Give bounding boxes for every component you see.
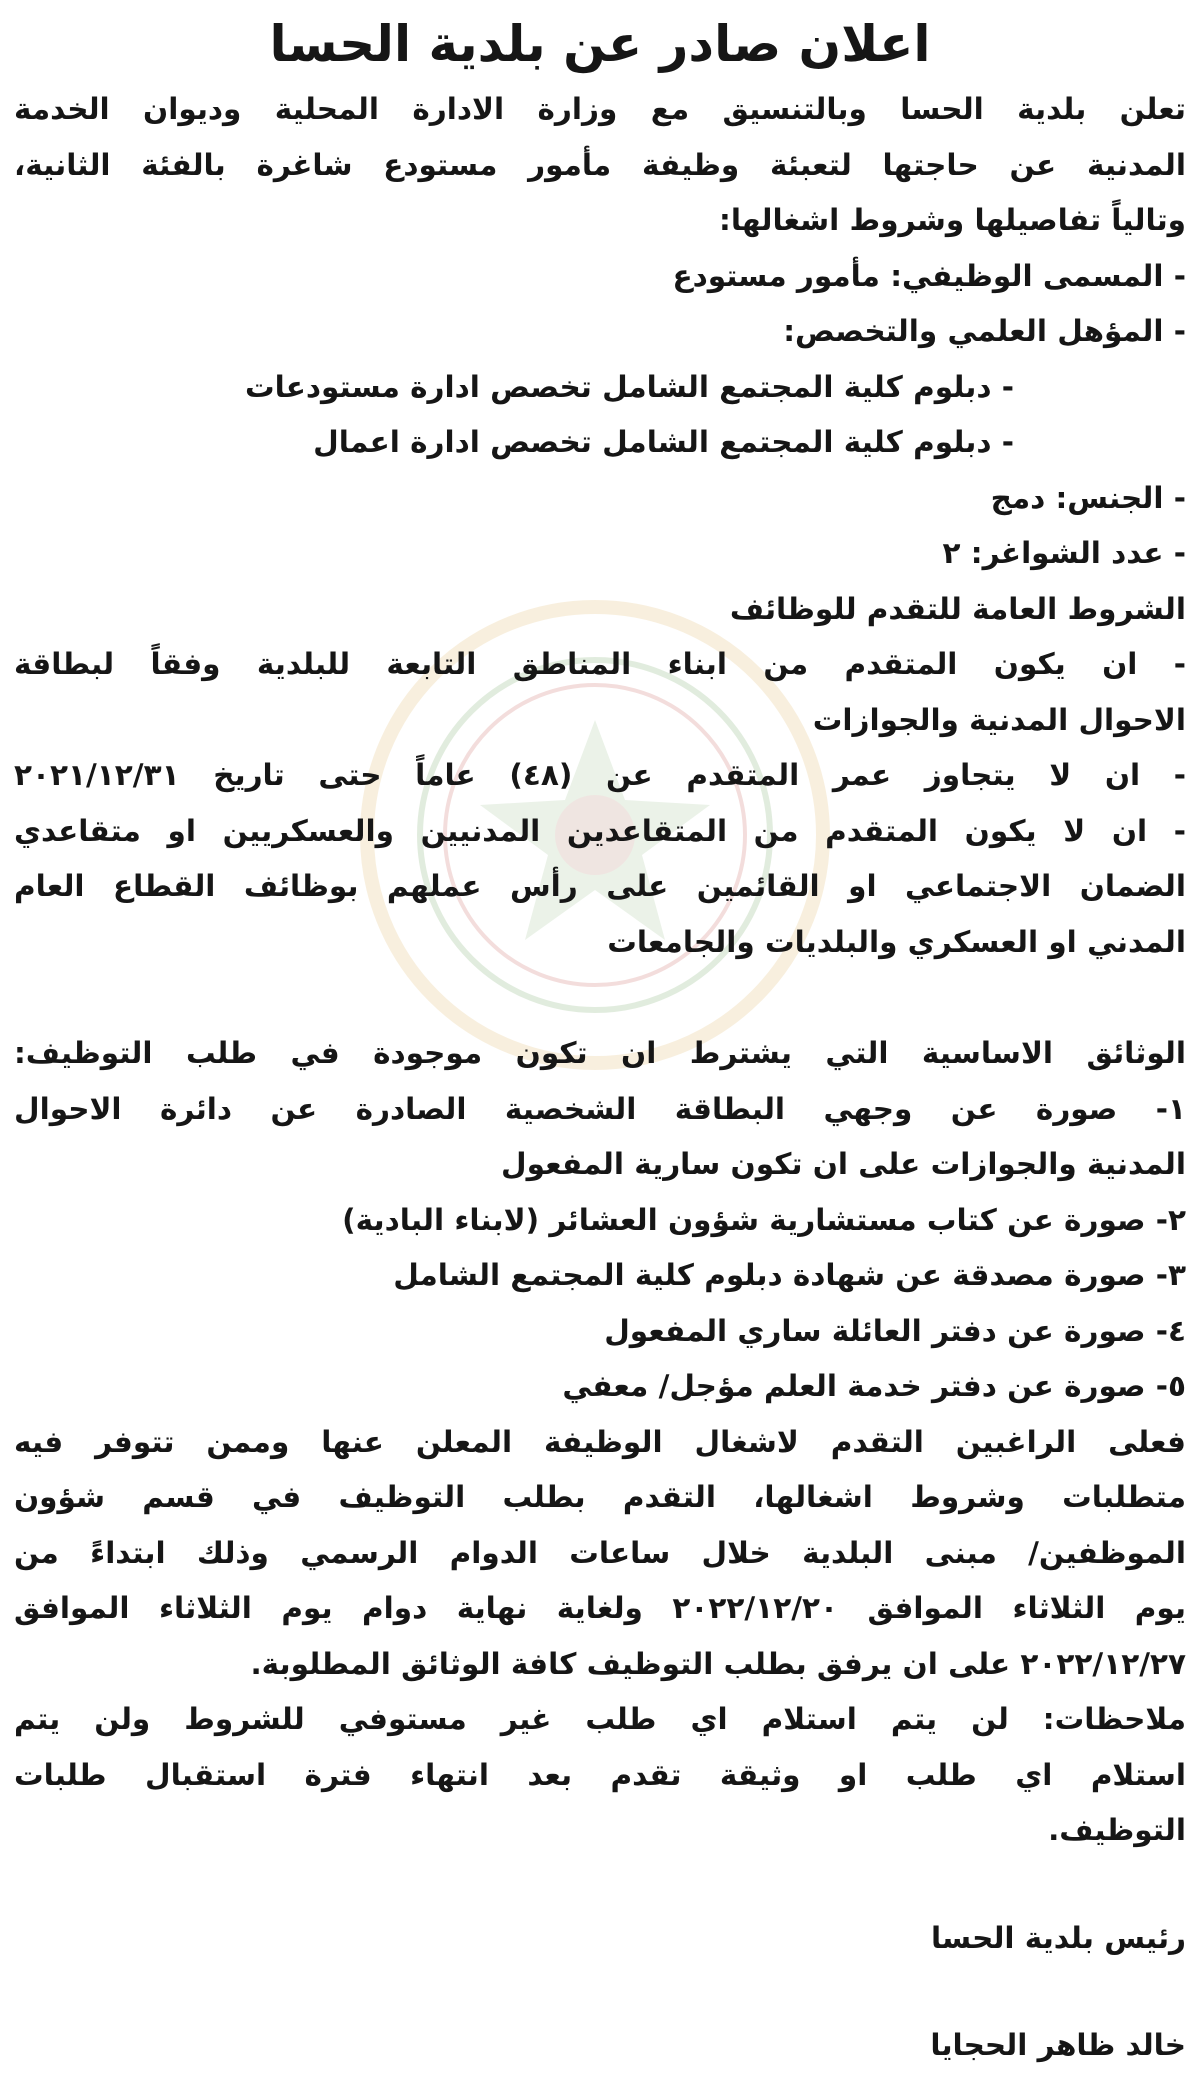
signature-name: خالد ظاهر الحجايا <box>930 2028 1186 2062</box>
application-line-2: متطلبات وشروط اشغالها، التقدم بطلب التوظيف في قسم شؤون <box>14 1480 1186 1514</box>
application-line-1: فعلى الراغبين التقدم لاشغال الوظيفة المعلن عنها وممن تتوفر فيه <box>14 1424 1186 1459</box>
application-line-4: يوم الثلاثاء الموافق ٢٠٢٢/١٢/٢٠ ولغاية نهاية دوام يوم الثلاثاء الموافق <box>14 1591 1186 1625</box>
announcement-body <box>14 6 1186 2074</box>
general-conditions-heading: الشروط العامة للتقدم للوظائف <box>729 591 1186 626</box>
condition-line-2: الاحوال المدنية والجوازات <box>812 702 1186 737</box>
notes-line-2: استلام اي طلب او وثيقة تقدم بعد انتهاء فترة استقبال طلبات <box>14 1757 1186 1792</box>
application-line-5: ٢٠٢٢/١٢/٢٧ على ان يرفق بطلب التوظيف كافة الوثائق المطلوبة. <box>250 1646 1186 1681</box>
gender: - الجنس: دمج <box>990 480 1186 515</box>
spacer <box>14 1859 1186 1911</box>
intro-line-1: تعلن بلدية الحسا وبالتنسيق مع وزارة الادارة المحلية وديوان الخدمة <box>14 92 1186 126</box>
vacancies-count: - عدد الشواغر: ٢ <box>942 536 1186 570</box>
document-line-3: ٢- صورة عن كتاب مستشارية شؤون العشائر (لابناء البادية) <box>342 1202 1186 1237</box>
document-line-1: ١- صورة عن وجهي البطاقة الشخصية الصادرة عن دائرة الاحوال <box>14 1091 1186 1126</box>
qualification-heading: - المؤهل العلمي والتخصص: <box>783 314 1186 348</box>
qualification-item-1: - دبلوم كلية المجتمع الشامل تخصص ادارة مستودعات <box>245 369 1014 404</box>
intro-line-3: وتالياً تفاصيلها وشروط اشغالها: <box>719 203 1186 237</box>
announcement-title: اعلان صادر عن بلدية الحسا <box>269 15 931 73</box>
condition-line-4: - ان لا يكون المتقدم من المتقاعدين المدنيين والعسكريين او متقاعدي <box>14 813 1186 848</box>
condition-line-3: - ان لا يتجاوز عمر المتقدم عن (٤٨) عاماً حتى تاريخ ٢٠٢١/١٢/٣١ <box>14 758 1186 792</box>
qualification-item-2: - دبلوم كلية المجتمع الشامل تخصص ادارة اعمال <box>313 425 1014 459</box>
condition-line-6: المدني او العسكري والبلديات والجامعات <box>607 924 1186 959</box>
spacer <box>14 970 1186 1026</box>
document-line-2: المدنية والجوازات على ان تكون سارية المفعول <box>501 1147 1186 1181</box>
notes-line-3: التوظيف. <box>1048 1813 1186 1847</box>
document-line-4: ٣- صورة مصدقة عن شهادة دبلوم كلية المجتمع الشامل <box>393 1258 1186 1292</box>
documents-heading: الوثائق الاساسية التي يشترط ان تكون موجودة في طلب التوظيف: <box>14 1036 1186 1070</box>
intro-line-2: المدنية عن حاجتها لتعبئة وظيفة مأمور مستودع شاغرة بالفئة الثانية، <box>14 147 1186 182</box>
job-title: - المسمى الوظيفي: مأمور مستودع <box>672 258 1186 293</box>
notes-line-1: ملاحظات: لن يتم استلام اي طلب غير مستوفي للشروط ولن يتم <box>14 1702 1186 1736</box>
document-line-5: ٤- صورة عن دفتر العائلة ساري المفعول <box>604 1313 1186 1348</box>
document-line-6: ٥- صورة عن دفتر خدمة العلم مؤجل/ معفي <box>562 1369 1186 1403</box>
application-line-3: الموظفين/ مبنى البلدية خلال ساعات الدوام الرسمي وذلك ابتداءً من <box>14 1535 1186 1570</box>
signature-title: رئيس بلدية الحسا <box>930 1920 1186 1955</box>
spacer <box>14 1966 1186 2018</box>
condition-line-1: - ان يكون المتقدم من ابناء المناطق التابعة للبلدية وفقاً لبطاقة <box>14 647 1186 681</box>
condition-line-5: الضمان الاجتماعي او القائمين على رأس عملهم بوظائف القطاع العام <box>14 869 1186 903</box>
